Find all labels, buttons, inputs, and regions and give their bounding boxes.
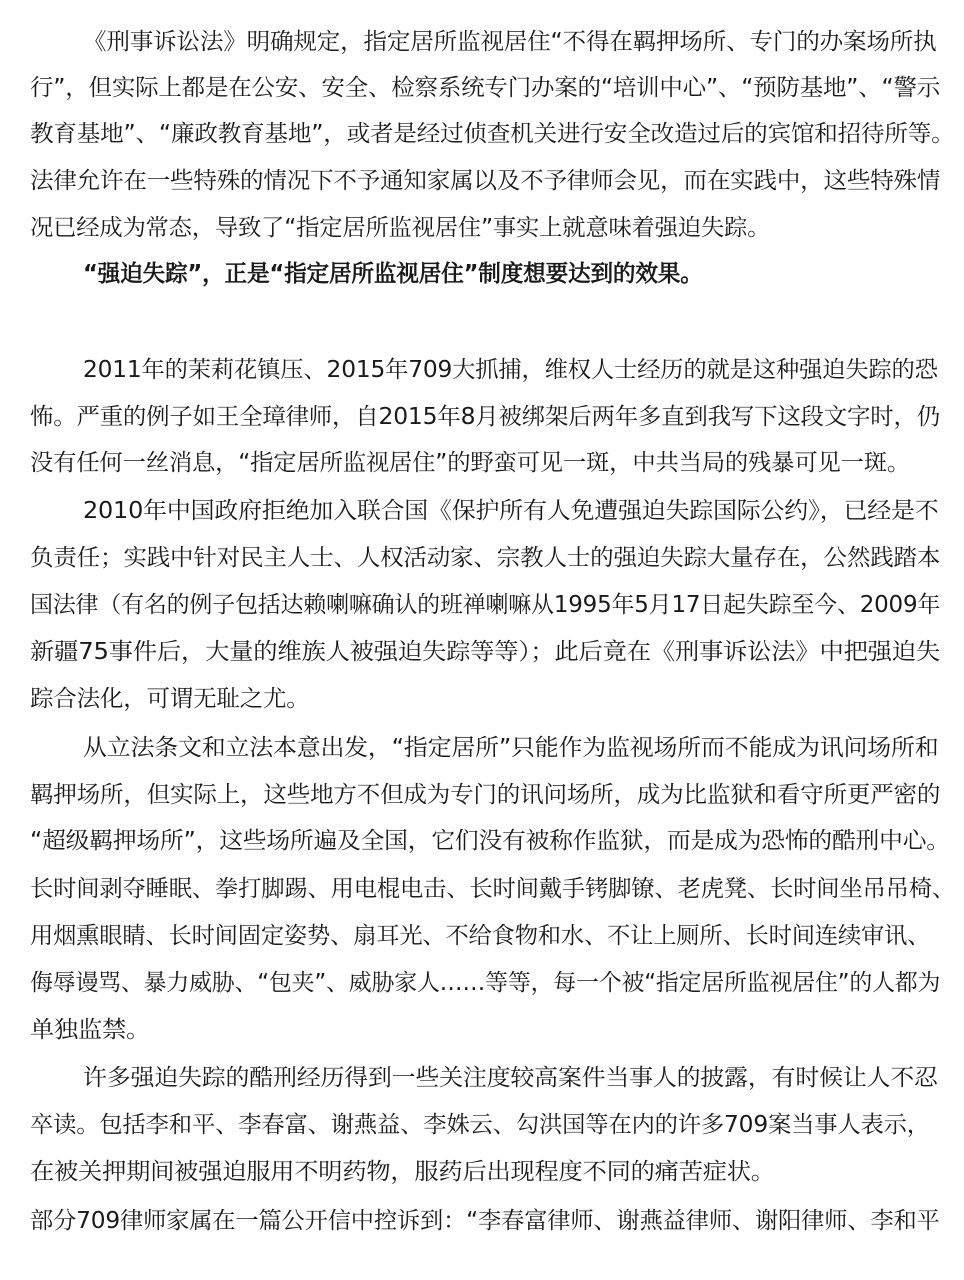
bold-statement: “强迫失踪”，正是“指定居所监视居住”制度想要达到的效果。 (83, 261, 703, 287)
text-line: 负责任；实践中针对民主人士、人权活动家、宗教人士的强迫失踪大量存在，公然践踏本 (30, 545, 941, 571)
text-line: 在被关押期间被强迫服用不明药物，服药后出现程度不同的痛苦症状。 (30, 1159, 775, 1185)
text-line: 部分709律师家属在一篇公开信中控诉到：“李春富律师、谢燕益律师、谢阳律师、李和平 (30, 1208, 940, 1234)
text-line: 侮辱谩骂、暴力威胁、“包夹”、威胁家人……等等，每一个被“指定居所监视居住”的人都为 (30, 970, 941, 996)
text-line: 没有任何一丝消息，“指定居所监视居住”的野蛮可见一斑，中共当局的残暴可见一斑。 (30, 450, 911, 476)
text-line: 2010年中国政府拒绝加入联合国《保护所有人免遭强迫失踪国际公约》，已经是不 (83, 498, 939, 524)
text-line: 新疆75事件后，大量的维族人被强迫失踪等等）；此后竟在《刑事诉讼法》中把强迫失 (30, 639, 940, 665)
text-line: 单独监禁。 (30, 1017, 151, 1043)
text-line: 卒读。包括李和平、李春富、谢燕益、李姝云、勾洪国等在内的许多709案当事人表示， (30, 1112, 930, 1138)
text-line: 怖。严重的例子如王全璋律师，自2015年8月被绑架后两年多直到我写下这段文字时，仍 (30, 404, 940, 430)
text-line: 羁押场所，但实际上，这些地方不但成为专门的讯问场所，成为比监狱和看守所更严密的 (30, 782, 941, 808)
text-line: 从立法条文和立法本意出发，“指定居所”只能作为监视场所而不能成为讯问场所和 (83, 735, 939, 761)
text-line: 长时间剥夺睡眠、拳打脚踢、用电棍电击、长时间戴手铐脚镣、老虎凳、长时间坐吊吊椅、 (30, 876, 956, 902)
text-line: 踪合法化，可谓无耻之尤。 (30, 686, 310, 712)
text-line: 《刑事诉讼法》明确规定，指定居所监视居住“不得在羁押场所、专门的办案场所执 (83, 29, 937, 55)
text-line: 国法律（有名的例子包括达赖喇嘛确认的班禅喇嘛从1995年5月17日起失踪至今、2009年 (30, 592, 941, 618)
text-line: 行”，但实际上都是在公安、安全、检察系统专门办案的“培训中心”、“预防基地”、“警示 (30, 75, 941, 101)
text-line: 法律允许在一些特殊的情况下不予通知家属以及不予律师会见，而在实践中，这些特殊情 (30, 168, 941, 194)
text-line: 2011年的茉莉花镇压、2015年709大抓捕，维权人士经历的就是这种强迫失踪的恐 (83, 357, 938, 383)
text-line: 用烟熏眼睛、长时间固定姿势、扇耳光、不给食物和水、不让上厕所、长时间连续审讯、 (30, 923, 931, 949)
text-line: “超级羁押场所”，这些场所遍及全国，它们没有被称作监狱，而是成为恐怖的酷刑中心。 (30, 828, 950, 854)
text-line: 许多强迫失踪的酷刑经历得到一些关注度较高案件当事人的披露，有时候让人不忍 (83, 1065, 938, 1091)
text-line: 况已经成为常态，导致了“指定居所监视居住”事实上就意味着强迫失踪。 (30, 215, 771, 241)
text-line: 教育基地”、“廉政教育基地”，或者是经过侦查机关进行安全改造过后的宾馆和招待所等。 (30, 121, 955, 147)
